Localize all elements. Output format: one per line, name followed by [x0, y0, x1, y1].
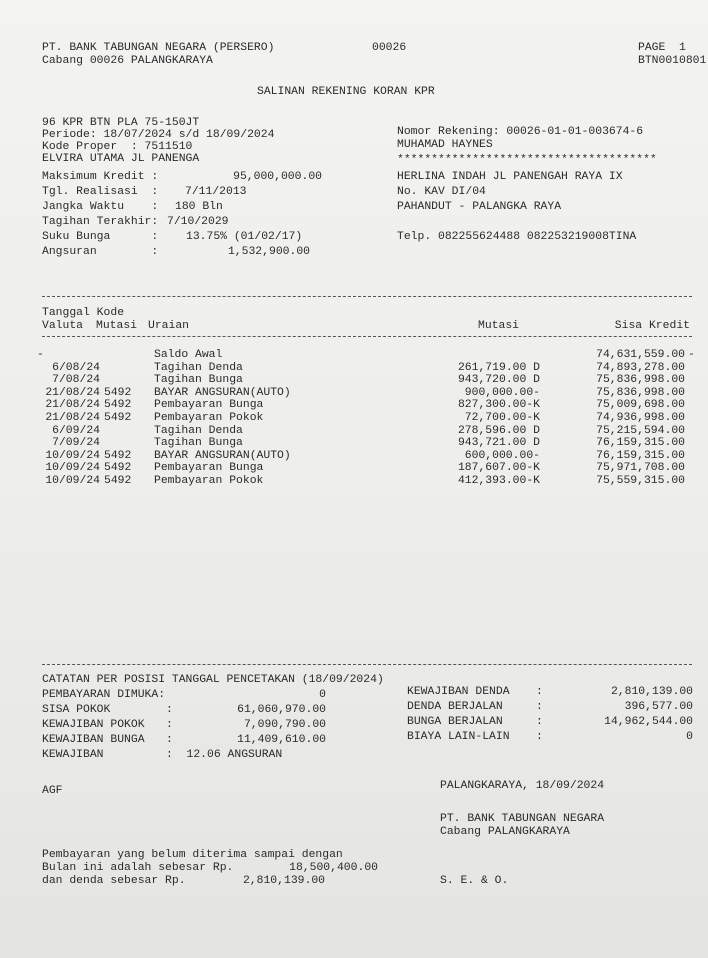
row-date: 21/08/24: [45, 386, 100, 399]
row-date: 10/09/24: [45, 449, 100, 462]
loan-product: 96 KPR BTN PLA 75-150JT: [42, 117, 200, 129]
table-row: [0, 462, 708, 475]
row-uraian: Tagihan Denda: [154, 424, 243, 437]
row-sisa-kredit: 74,631,559.00: [596, 349, 685, 361]
row-sisa-kredit: 76,159,315.00: [596, 449, 685, 462]
loan-periode: Periode: 18/07/2024 s/d 18/09/2024: [42, 129, 275, 141]
customer-address-3: PAHANDUT - PALANGKA RAYA: [397, 201, 562, 213]
row-mutasi: 600,000.00-: [464, 449, 540, 462]
row-uraian: Pembayaran Bunga: [154, 399, 264, 412]
row-uraian: Pembayaran Pokok: [154, 412, 264, 424]
realisasi-value: 7/11/2013: [185, 186, 247, 198]
row-kode: 5492: [104, 475, 132, 487]
table-header-valuta: Valuta: [42, 320, 84, 332]
row-sisa-kredit: 75,971,708.00: [596, 462, 685, 475]
row-sisa-kredit: 76,159,315.00: [596, 437, 685, 450]
table-row: [0, 399, 708, 412]
summary-left-value: 61,060,970.00: [237, 704, 326, 716]
row-uraian: Tagihan Bunga: [154, 437, 243, 450]
row-date: 21/08/24: [45, 399, 100, 412]
table-row: [0, 374, 708, 387]
doc-code: BTN0010801: [638, 55, 707, 67]
loan-kode-proper: Kode Proper : 7511510: [42, 141, 193, 153]
row-kode: 5492: [104, 449, 132, 462]
note-outstanding-value: 18,500,400.00: [289, 862, 378, 874]
summary-left-label: KEWAJIBAN POKOK: [42, 719, 145, 731]
suku-bunga-label: Suku Bunga :: [42, 231, 159, 243]
row-mutasi: 827,300.00-K: [457, 399, 540, 412]
table-row: [0, 450, 708, 463]
bank-branch: Cabang PALANGKARAYA: [440, 826, 570, 838]
table-header-uraian: Uraian: [148, 320, 190, 332]
margin-mark: -: [37, 349, 44, 361]
row-kode: 5492: [104, 386, 132, 399]
masked-line: **************************************: [397, 154, 657, 166]
row-date: 10/09/24: [45, 475, 100, 487]
table-row: [0, 425, 708, 438]
bank-name: PT. BANK TABUNGAN NEGARA: [440, 813, 605, 825]
table-header-mutasi-kode: Mutasi: [96, 320, 138, 332]
customer-name: MUHAMAD HAYNES: [397, 139, 493, 151]
summary-left-value: 0: [319, 689, 326, 701]
customer-address-2: No. KAV DI/04: [397, 186, 486, 198]
summary-left-value: 11,409,610.00: [237, 734, 326, 746]
summary-right-value: 396,577.00: [624, 701, 693, 713]
jangka-label: Jangka Waktu :: [42, 201, 159, 213]
customer-phone: Telp. 082255624488 082253219008TINA: [397, 231, 637, 243]
row-uraian: Pembayaran Pokok: [154, 475, 264, 487]
row-kode: 5492: [104, 412, 132, 424]
row-sisa-kredit: 75,836,998.00: [596, 386, 685, 399]
summary-right-label: KEWAJIBAN DENDA: [407, 686, 510, 698]
row-kode: 5492: [104, 462, 132, 475]
divider: [42, 336, 692, 337]
row-date: 10/09/24: [45, 462, 100, 475]
row-uraian: Tagihan Bunga: [154, 374, 243, 387]
row-uraian: BAYAR ANGSURAN(AUTO): [154, 449, 291, 462]
divider: [42, 664, 692, 665]
table-header-sisa-kredit: Sisa Kredit: [614, 320, 690, 332]
customer-address-1: HERLINA INDAH JL PANENGAH RAYA IX: [397, 171, 623, 183]
angsuran-value: 1,532,900.00: [227, 246, 310, 258]
margin-mark: -: [688, 349, 695, 361]
table-row: [0, 349, 708, 362]
divider: [42, 296, 692, 297]
statement-title: SALINAN REKENING KORAN KPR: [257, 86, 435, 98]
agf-label: AGF: [42, 785, 63, 797]
table-row: [0, 437, 708, 450]
suku-bunga-value: 13.75% (01/02/17): [186, 231, 303, 243]
row-sisa-kredit: 74,936,998.00: [596, 412, 685, 424]
row-uraian: Saldo Awal: [154, 349, 223, 361]
summary-right-label: BIAYA LAIN-LAIN: [407, 731, 510, 743]
row-mutasi: 187,607.00-K: [457, 462, 540, 475]
row-mutasi: 900,000.00-: [464, 386, 540, 399]
summary-left-label: KEWAJIBAN BUNGA: [42, 734, 145, 746]
summary-right-value: 2,810,139.00: [610, 686, 693, 698]
row-mutasi: 412,393.00-K: [457, 475, 540, 487]
table-header-mutasi: Mutasi: [478, 320, 520, 332]
summary-left-value: 7,090,790.00: [243, 719, 326, 731]
maks-kredit-value: 95,000,000.00: [233, 171, 322, 183]
seo-mark: S. E. & O.: [440, 875, 509, 887]
table-header-tanggal-kode: Tanggal Kode: [42, 307, 125, 319]
tagihan-terakhir-value: 7/10/2029: [167, 216, 229, 228]
row-uraian: Pembayaran Bunga: [154, 462, 264, 475]
summary-left-label: SISA POKOK: [42, 704, 111, 716]
tagihan-terakhir-label: Tagihan Terakhir:: [42, 216, 159, 228]
row-uraian: Tagihan Denda: [154, 361, 243, 374]
row-mutasi: 278,596.00 D: [457, 424, 540, 437]
summary-left-colon: :: [166, 704, 173, 716]
row-date: 6/08/24: [52, 361, 100, 374]
note-denda-value: 2,810,139.00: [242, 875, 325, 887]
row-sisa-kredit: 75,009,698.00: [596, 399, 685, 412]
company-name: PT. BANK TABUNGAN NEGARA (PERSERO): [42, 42, 275, 54]
row-date: 7/09/24: [52, 437, 100, 450]
summary-right-label: BUNGA BERJALAN: [407, 716, 503, 728]
summary-right-colon: :: [536, 731, 543, 743]
summary-right-colon: :: [536, 716, 543, 728]
row-mutasi: 72,700.00-K: [464, 412, 540, 424]
row-mutasi: 943,721.00 D: [457, 437, 540, 450]
nomor-rekening: Nomor Rekening: 00026-01-01-003674-6: [397, 126, 644, 138]
row-sisa-kredit: 75,836,998.00: [596, 374, 685, 387]
row-kode: 5492: [104, 399, 132, 412]
summary-left-label: PEMBAYARAN DIMUKA:: [42, 689, 166, 701]
summary-right-colon: :: [536, 686, 543, 698]
note-line-3: dan denda sebesar Rp.: [42, 875, 186, 887]
jangka-value: 180 Bln: [175, 201, 223, 213]
place-date: PALANGKARAYA, 18/09/2024: [440, 780, 605, 792]
row-sisa-kredit: 75,215,594.00: [596, 424, 685, 437]
branch-name: Cabang 00026 PALANGKARAYA: [42, 55, 213, 67]
summary-left-colon: :: [166, 719, 173, 731]
table-row: [0, 362, 708, 375]
kewajiban-label: KEWAJIBAN: [42, 749, 104, 761]
maks-kredit-label: Maksimum Kredit :: [42, 171, 159, 183]
note-line-1: Pembayaran yang belum diterima sampai dengan: [42, 849, 343, 861]
summary-right-label: DENDA BERJALAN: [407, 701, 503, 713]
summary-right-value: 14,962,544.00: [604, 716, 693, 728]
kewajiban-value: : 12.06 ANGSURAN: [166, 749, 283, 761]
row-mutasi: 261,719.00 D: [457, 361, 540, 374]
summary-left-colon: :: [166, 734, 173, 746]
row-mutasi: 943,720.00 D: [457, 374, 540, 387]
loan-developer: ELVIRA UTAMA JL PANENGA: [42, 153, 200, 165]
page-number: PAGE 1: [638, 42, 686, 54]
branch-code: 00026: [372, 42, 407, 54]
summary-right-value: 0: [686, 731, 693, 743]
table-row: [0, 387, 708, 400]
row-date: 6/09/24: [52, 424, 100, 437]
table-row: [0, 475, 708, 488]
row-sisa-kredit: 74,893,278.00: [596, 361, 685, 374]
row-date: 21/08/24: [45, 412, 100, 424]
summary-title: CATATAN PER POSISI TANGGAL PENCETAKAN (18/09/2024): [42, 674, 384, 686]
table-row: [0, 412, 708, 425]
note-line-2: Bulan ini adalah sebesar Rp.: [42, 862, 234, 874]
row-date: 7/08/24: [52, 374, 100, 387]
summary-right-colon: :: [536, 701, 543, 713]
row-uraian: BAYAR ANGSURAN(AUTO): [154, 386, 291, 399]
angsuran-label: Angsuran :: [42, 246, 159, 258]
realisasi-label: Tgl. Realisasi :: [42, 186, 159, 198]
row-sisa-kredit: 75,559,315.00: [596, 475, 685, 487]
